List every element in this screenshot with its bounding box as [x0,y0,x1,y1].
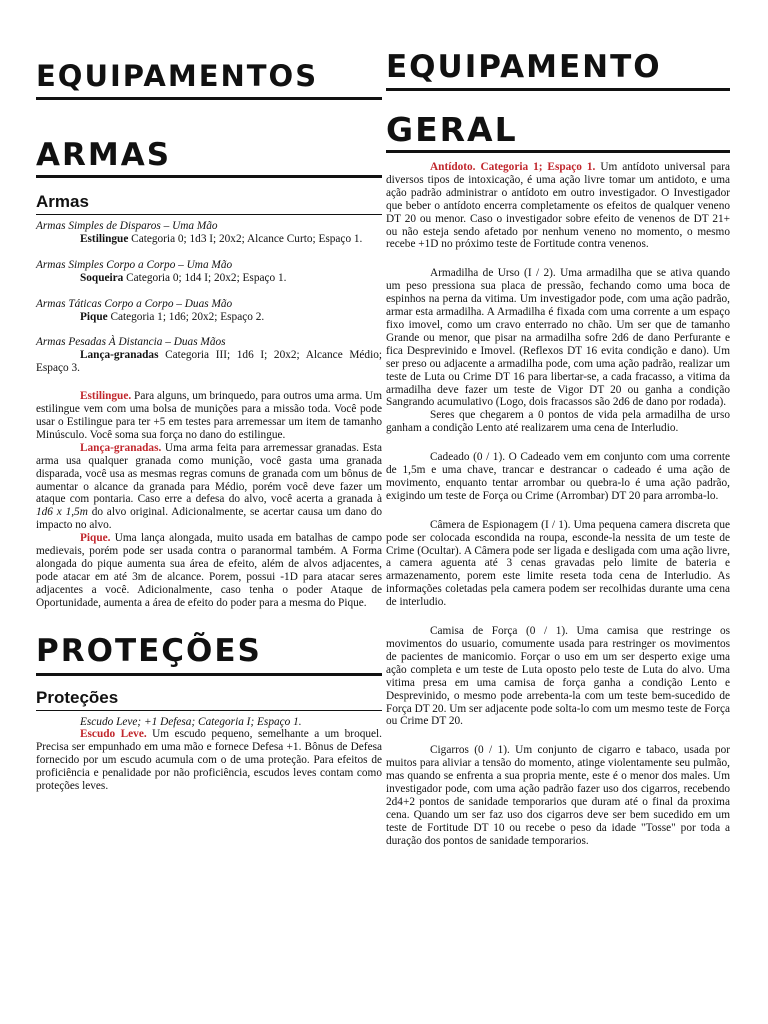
item-text: Um antídoto universal para diversos tipos de intoxicação, é uma ação livre tomar um antidoto, e uma ação padrão administrar o antídoto em outro investigador. O Investigador que beber o antídoto encerra completamente os efeitos de qualquer veneno DT 20 ou menor. Caso o investigador sobre efeito de venenos de DT 21+ ou não esteja sendo afetado por nenhum veneno no momento, o mesmo recebe +1D no próximo teste de Fortitude contra venenos. [386,161,730,251]
desc-name: Estilingue. [80,390,132,403]
right-column [386,0,730,848]
weapon-stats: Categoria 0; 1d3 I; 20x2; Alcance Curto; Espaço 1. [128,232,363,245]
item-name: Antídoto. Categoria 1; Espaço 1. [430,161,596,173]
heading-equipamento: EQUIPAMENTO [386,49,662,85]
weapon-name: Soqueira [80,271,124,284]
weapon-group [36,336,382,375]
weapon-stats: Categoria 1; 1d6; 20x2; Espaço 2. [107,310,265,323]
desc-name: Lança-granadas. [80,441,162,454]
desc-text: Uma lança alongada, muito usada em batalhas de campo medievais, porém pode ser usada contra o paranormal também. A Forma alongada do pique aumenta sua área de efeito, além de alvos adjacentes, pode atacar em até 3m de alcance. Porem, possui -1D para atacar seres adjacentes a você. Adicionalmente, caso tenha o poder Ataque de Oportunidade, aumenta a área de efeito do poder para a mesma do Pique. [36,532,382,609]
item-cigarros: Cigarros (0 / 1). Um conjunto de cigarro e tabaco, usada por muitos para aliviar a tensão do momento, atinge violentamente seu pulmão, mas quando se enfrenta a sua propria mente, este é o menor dos males. Um investigador pode, com uma ação padrão fazer uso dos cigarros, recebendo 2d4+2 pontos de sanidade temporarios que duram até o final da proxima cena. Quando um ser faz uso dos cigarros deve ser bem sucedido em um teste de Fortitude DT 10 ou recebe o peso da idade "Tosse" por toda a duração dos pontos de sanidade temporarios. [386,744,730,847]
item-cadeado: Cadeado (0 / 1). O Cadeado vem em conjunto com uma corrente de 1,5m e uma chave, trancar e destrancar o cadeado é uma ação de movimento, enquanto tentar arrombar ou quebra-lo é uma ação padrão, exigindo um teste de Força ou Crime (Arrombar) DT 20 para arromba-lo. [386,451,730,502]
subheading-armas: Armas [36,192,89,211]
heading-protecoes: PROTEÇÕES [36,632,262,669]
desc-name: Pique. [80,532,111,545]
weapon-name: Lança-granadas [80,349,159,362]
weapon-name: Pique [80,310,108,323]
item-armadilha: Armadilha de Urso (I / 2). Uma armadilha que se ativa quando um peso pressiona sua placa de pressão, fechando como uma boca de espinhos na perna da vitima. Um investigador pode, com uma ação padrão, armar esta armadilha. A Armadilha é fixada com uma corrente a um espaço fixo imovel, como um cravo enterrado no chão. Um ser que de tamanho Grande ou menor, que pisar na armadilha sofre 2d6 de dano Perfurante e fica Desprevinido e Imovel. (Reflexos DT 16 evita condição e dano). Um ser preso ou adjacente a armadilha pode, com uma ação padrão, realizar um teste de Luta ou Crime DT 16 para libertar-se, a cada fracasso, a vitima da armadilha deve fazer um teste de Vigor DT 20 ou ganha a condição Sangrando acumulativo (Logo, dois fracassos são 2d6 de dano por rodada). [386,267,730,409]
desc-text: Para alguns, um brinquedo, para outros uma arma. Um estilingue vem com uma bolsa de munições para a missão toda. Você pode usar o Estilingue para ter +5 em testes para arremessar um item de tamanho Minúsculo. Você soma sua força no dano do estilingue. [36,390,382,441]
item-camisa: Camisa de Força (0 / 1). Uma camisa que restringe os movimentos do usuario, comumente usada para restringer os movimentos de pacientes de manicomio. Forçar o uso em um ser desperto exige uma ação completa e um teste de Luta oposto pelo teste de Luta do alvo. Uma vitima presa em uma camisa de força ganha a condição Lento e Desprevinido, o mesmo pode arrebenta-la com um teste bem-sucedido de Força DT 20. Um ser adjacente pode solta-lo com um mesmo teste de Força ou Crime DT 20. [386,625,730,728]
weapon-category: Armas Táticas Corpo a Corpo – Duas Mão [36,297,233,310]
weapon-entry [36,272,382,285]
desc-lanca-granadas [36,442,382,532]
weapon-stats: Categoria III; 1d6 I; 20x2; Alcance Médio; Espaço 3. [36,349,382,375]
subheading-protecoes: Proteções [36,687,119,707]
item-camera: Câmera de Espionagem (I / 1). Uma pequena camera discreta que pode ser colocada escondida na roupa, esconde-la nessita de um teste de Crime (Ocultar). A Câmera pode ser ligada e desligada com uma ação livre, a camera aguenta até 3 cenas gravadas pelo limite de bateria e armazenamento, porem este limite reseta toda cena de Interludio. As informações coletadas pela camera podem ser recolhidas durante uma cena de interludio. [386,518,730,609]
weapon-group [36,259,382,285]
weapon-group [36,298,382,324]
desc-pique [36,532,382,609]
desc-text: Um escudo pequeno, semelhante a um broquel. Precisa ser empunhado em uma mão e fornece Defesa +1. Bônus de Defesa fornecido por um escudo acumula com o de uma proteção. Para efeitos de proficiência e penalidade por não proficiência, escudos leves contam como proteções leves. [36,728,382,793]
weapon-category: Armas Simples Corpo a Corpo – Uma Mão [36,258,233,271]
weapon-name: Estilingue [80,232,129,245]
weapon-category: Armas Simples de Disparos – Uma Mão [36,220,218,232]
heading-armas: ARMAS [36,137,172,173]
desc-italic: 1d6 x 1,5m [36,506,88,519]
desc-name: Escudo Leve. [80,728,147,741]
heading-geral: GERAL [386,110,518,149]
item-antidoto [386,161,730,251]
escudo-stats: Escudo Leve; +1 Defesa; Categoria I; Espaço 1. [80,715,302,728]
weapon-stats: Categoria 0; 1d4 I; 20x2; Espaço 1. [123,271,287,284]
left-column [36,0,382,793]
desc-estilingue [36,390,382,442]
desc-escudo [36,728,382,793]
item-armadilha-extra: Seres que chegarem a 0 pontos de vida pela armadilha de urso ganham a condição Lento até realizarem uma cena de Interludio. [386,409,730,435]
weapon-entry [36,349,382,375]
weapon-entry [36,311,382,324]
heading-equipamentos: EQUIPAMENTOS [36,59,319,93]
weapon-group [36,220,382,246]
weapon-category: Armas Pesadas À Distancia – Duas Mãos [36,336,226,349]
desc-text: do alvo original. Adicionalmente, se acertar causa um dano do impacto no alvo. [36,506,382,532]
desc-text: Uma arma feita para arremessar granadas. Esta arma usa qualquer granada como munição, você gasta uma granada disparada, você usa as mesmas regras comuns de granada com um bônus de aumentar o alcance da granada para Médio, porém você deve fazer um ataque com pontaria. Caso erre a defesa do alvo, você acerta a granada à [36,441,382,506]
weapon-entry [36,233,382,246]
